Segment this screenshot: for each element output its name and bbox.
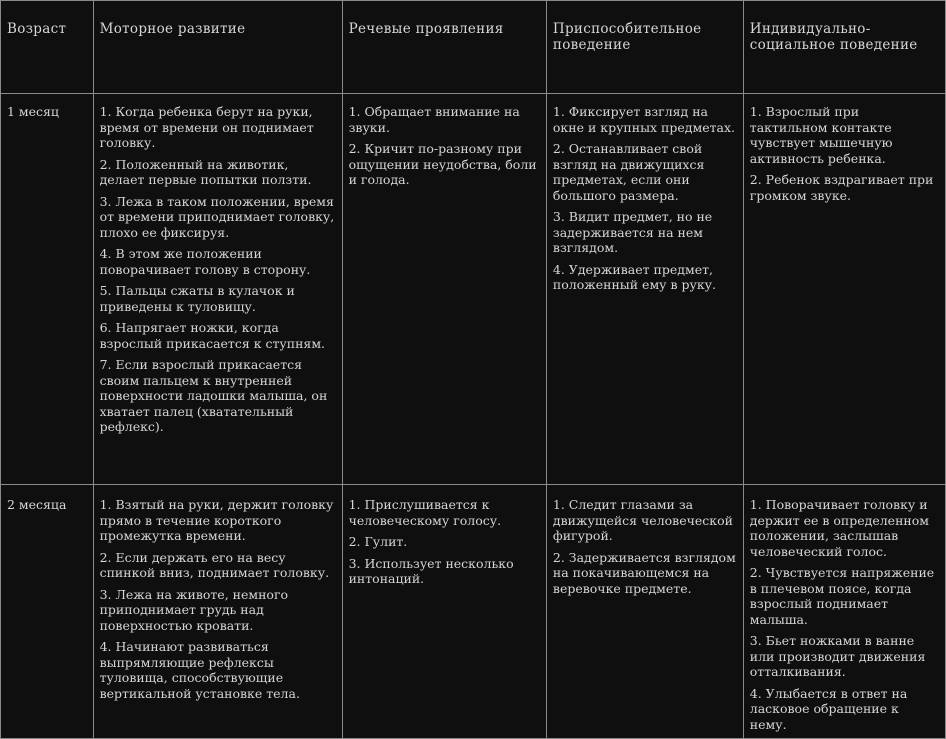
social-cell bbox=[743, 94, 945, 485]
list-item: 1. Фиксирует взгляд на окне и крупных предметах. bbox=[552, 104, 735, 135]
list-item: 2. Задерживается взглядом на покачивающемся на веревочке предмете. bbox=[552, 549, 736, 596]
list-item: 1. Следит глазами за движущейся человеческой фигурой. bbox=[552, 497, 733, 543]
list-item: 1. Поворачивает головку и держит ее в определенном положении, заслышав человеческий голос. bbox=[749, 497, 929, 559]
list-item: 2. Кричит по-разному при ощущении неудобства, боли и голода. bbox=[348, 141, 537, 187]
speech-cell bbox=[342, 485, 546, 739]
list-item: 1. Взрослый при тактильном контакте чувствует мышечную активность ребенка. bbox=[749, 104, 893, 166]
list-item: 3. Бьет ножками в ванне или производит движения отталкивания. bbox=[749, 633, 926, 679]
list-item: 1. Взятый на руки, держит головку прямо в течение короткого промежутка времени. bbox=[99, 497, 334, 543]
header-motor: Моторное развитие bbox=[93, 1, 342, 94]
list-item: 2. Чувствуется напряжение в плечевом поясе, когда взрослый поднимает малыша. bbox=[749, 565, 935, 627]
list-item: 1. Прислушивается к человеческому голосу. bbox=[348, 497, 502, 528]
list-item: 1. Обращает внимание на звуки. bbox=[348, 104, 520, 135]
list-item: 2. Гулит. bbox=[348, 534, 408, 549]
social-cell bbox=[743, 485, 945, 739]
list-item: 4. Начинают развиваться выпрямляющие рефлексы туловища, способствующие вертикальной установке тела. bbox=[99, 639, 300, 701]
list-item: 3. Лежа в таком положении, время от времени приподнимает головку, плохо ее фиксируя. bbox=[99, 193, 335, 240]
header-social: Индивидуально-социальное поведение bbox=[743, 1, 945, 94]
list-item: 2. Если держать его на весу спинкой вниз, поднимает головку. bbox=[99, 549, 330, 580]
list-item: 6. Напрягает ножки, когда взрослый прикасается к ступням. bbox=[99, 320, 326, 351]
motor-cell bbox=[93, 485, 342, 739]
list-item: 7. Если взрослый прикасается своим пальцем к внутренней поверхности ладошки малыша, он хватает палец (хватательный рефлекс). bbox=[99, 357, 328, 434]
list-item: 2. Останавливает свой взгляд на движущихся предметах, если они большого размера. bbox=[552, 141, 705, 203]
header-speech: Речевые проявления bbox=[342, 1, 546, 94]
header-age: Возраст bbox=[1, 1, 94, 94]
adaptive-cell bbox=[546, 485, 743, 739]
list-item: 2. Положенный на животик, делает первые попытки ползти. bbox=[99, 156, 312, 187]
list-item: 2. Ребенок вздрагивает при громком звуке. bbox=[749, 172, 934, 203]
table-row bbox=[1, 94, 946, 485]
list-item: 4. В этом же положении поворачивает голову в сторону. bbox=[99, 246, 311, 277]
list-item: 4. Улыбается в ответ на ласковое обращение к нему. bbox=[749, 685, 908, 732]
age-cell: 1 месяц bbox=[1, 94, 94, 485]
list-item: 3. Лежа на животе, немного приподнимает грудь над поверхностью кровати. bbox=[99, 586, 289, 633]
header-row bbox=[1, 1, 946, 94]
list-item: 3. Видит предмет, но не задерживается на нем взглядом. bbox=[552, 209, 713, 255]
speech-cell bbox=[342, 94, 546, 485]
motor-cell bbox=[93, 94, 342, 485]
age-cell: 2 месяца bbox=[1, 485, 94, 739]
header-adaptive: Приспособительное поведение bbox=[546, 1, 743, 94]
list-item: 1. Когда ребенка берут на руки, время от времени он поднимает головку. bbox=[99, 104, 314, 150]
list-item: 5. Пальцы сжаты в кулачок и приведены к туловищу. bbox=[99, 283, 295, 314]
table-row bbox=[1, 485, 946, 739]
list-item: 4. Удерживает предмет, положенный ему в руку. bbox=[552, 261, 716, 292]
list-item: 3. Использует несколько интонаций. bbox=[348, 555, 514, 586]
adaptive-cell bbox=[546, 94, 743, 485]
